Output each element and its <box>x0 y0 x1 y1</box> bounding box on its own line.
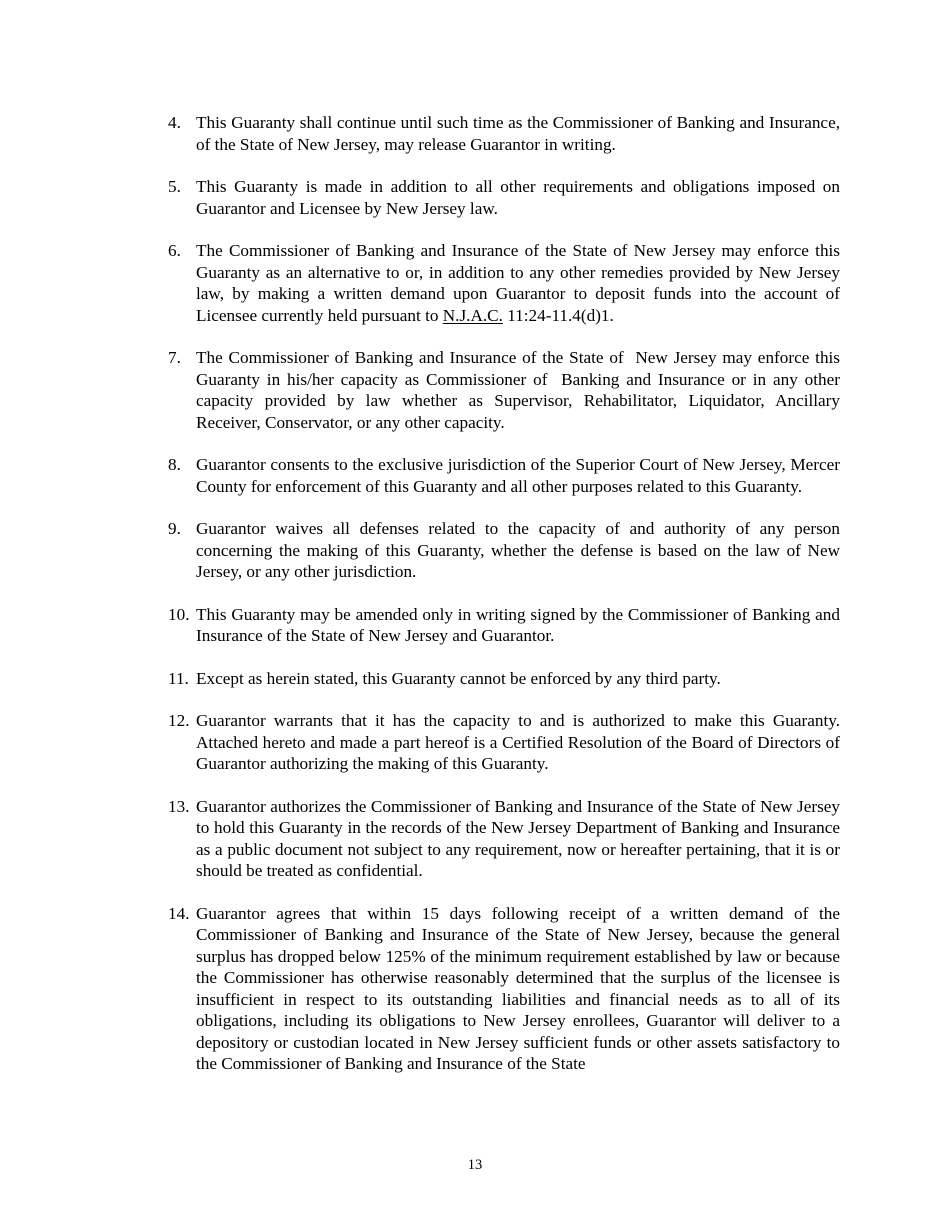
clause-14 <box>168 903 840 1075</box>
clause-text: This Guaranty is made in addition to all other requirements and obligations imposed on Guarantor and Licensee by New Jersey law. <box>196 177 840 218</box>
clause-13 <box>168 796 840 882</box>
clause-number: 6. <box>168 241 181 260</box>
clause-text-after-citation: 11:24-11.4(d)1. <box>502 305 614 325</box>
clause-number: 12. <box>168 711 190 730</box>
clause-6 <box>168 240 840 326</box>
njac-citation: N.J.A.C. <box>442 305 503 325</box>
clause-12 <box>168 710 840 775</box>
clause-text: Guarantor authorizes the Commissioner of Banking and Insurance of the State of New Jersey to hold this Guaranty in the records of the New Jersey Department of Banking and Insurance as a public document not subject to any requirement, now or hereafter pertaining, that it is or should be treated as confidential. <box>196 796 840 880</box>
clause-number: 5. <box>168 177 181 196</box>
clause-5 <box>168 176 840 219</box>
clause-text-before-citation: The Commissioner of Banking and Insurance of the State of New Jersey may enforce this Guaranty as an alternative to or, in addition to any other remedies provided by New Jersey law, by making a written demand upon Guarantor to deposit funds into the account of Licensee currently held pursuant to <box>196 241 840 325</box>
clause-text <box>196 240 840 326</box>
clause-number: 4. <box>168 113 181 132</box>
clause-9 <box>168 518 840 583</box>
clause-7 <box>168 347 845 433</box>
clause-text: Guarantor warrants that it has the capacity to and is authorized to make this Guaranty. Attached hereto and made a part hereof is a Certified Resolution of the Board of Directors of Guarantor authorizing the making of this Guaranty. <box>196 711 840 773</box>
clause-number: 9. <box>168 519 181 538</box>
clause-text: Guarantor waives all defenses related to the capacity of and authority of any person concerning the making of this Guaranty, whether the defense is based on the law of New Jersey, or any other jurisdiction. <box>196 519 840 581</box>
page-number: 13 <box>467 1157 483 1173</box>
clause-text: This Guaranty shall continue until such time as the Commissioner of Banking and Insurance, of the State of New Jersey, may release Guarantor in writing. <box>196 113 840 154</box>
clause-text: This Guaranty may be amended only in writing signed by the Commissioner of Banking and Insurance of the State of New Jersey and Guarantor. <box>196 604 840 645</box>
clause-number: 13. <box>168 796 190 816</box>
clause-number: 14. <box>168 903 190 923</box>
clause-text: Guarantor consents to the exclusive jurisdiction of the Superior Court of New Jersey, Mercer County for enforcement of this Guaranty and all other purposes related to this Guaranty. <box>196 455 840 496</box>
clause-4 <box>168 112 840 155</box>
clause-number: 7. <box>168 348 181 367</box>
clause-8 <box>168 454 840 497</box>
clause-number: 11. <box>168 668 189 688</box>
clause-number: 8. <box>168 455 181 474</box>
guaranty-clause-list <box>168 112 845 1096</box>
clause-10 <box>168 604 840 647</box>
clause-text: Guarantor agrees that within 15 days following receipt of a written demand of the Commissioner of Banking and Insurance of the State of New Jersey, because the general surplus has dropped below 125% of the minimum requirement established by law or because the Commissioner has otherwise reasonably determined that the surplus of the licensee is insufficient in respect to its outstanding liabilities and financial needs as to all of its obligations, including its obligations to New Jersey enrollees, Guarantor will deliver to a depository or custodian located in New Jersey sufficient funds or other assets satisfactory to the Commissioner of Banking and Insurance of the State <box>196 903 840 1073</box>
clause-11 <box>168 668 840 690</box>
clause-number: 10. <box>168 604 190 624</box>
clause-text: The Commissioner of Banking and Insurance of the State of New Jersey may enforce this Guaranty in his/her capacity as Commissioner of Banking and Insurance or in any other capacity provided by law whether as Supervisor, Rehabilitator, Liquidator, Ancillary Receiver, Conservator, or any other capacity. <box>196 348 845 432</box>
clause-text: Except as herein stated, this Guaranty cannot be enforced by any third party. <box>196 668 721 688</box>
